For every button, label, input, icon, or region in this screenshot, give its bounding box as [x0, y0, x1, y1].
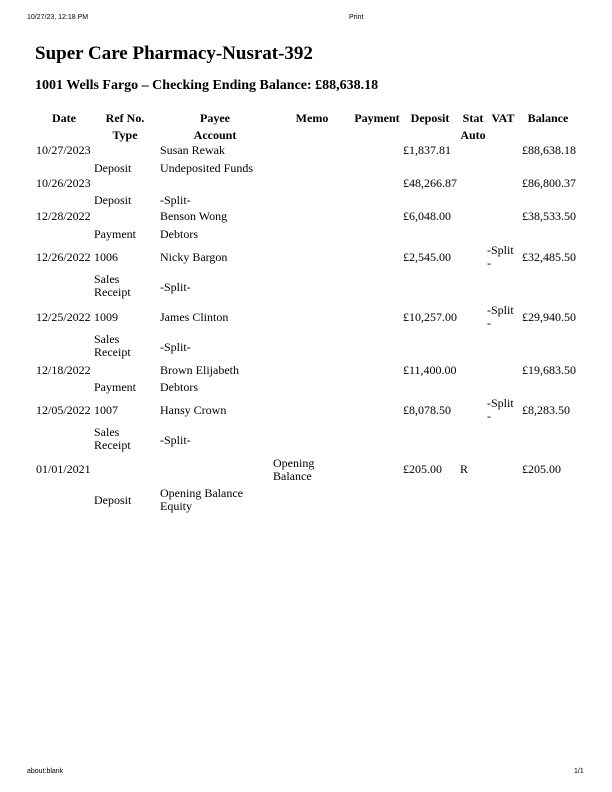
- cell-balance: £29,940.50: [522, 310, 576, 324]
- cell-account: -Split-: [160, 433, 191, 447]
- cell-deposit: £10,257.00: [403, 310, 457, 324]
- col-date: Date: [52, 111, 76, 125]
- cell-ref: 1007: [94, 403, 118, 417]
- cell-balance: £86,800.37: [522, 176, 576, 190]
- cell-account: Undeposited Funds: [160, 161, 253, 175]
- col-memo: Memo: [295, 111, 329, 125]
- cell-date: 12/05/2022: [36, 403, 91, 417]
- col-deposit: Deposit: [410, 111, 450, 125]
- cell-date: 01/01/2021: [36, 462, 91, 476]
- cell-balance: £8,283.50: [522, 403, 570, 417]
- print-title: Print: [349, 14, 364, 21]
- cell-type: Payment: [94, 380, 136, 394]
- cell-payee: Hansy Crown: [160, 403, 227, 417]
- cell-vat: -Split-: [487, 243, 514, 270]
- cell-balance: £38,533.50: [522, 209, 576, 223]
- cell-payee: Susan Rewak: [160, 143, 225, 157]
- cell-date: 10/27/2023: [36, 143, 91, 157]
- cell-type: Sales Receipt: [94, 332, 131, 359]
- cell-ref: 1006: [94, 250, 118, 264]
- cell-date: 12/26/2022: [36, 250, 91, 264]
- col-vat: VAT: [491, 111, 515, 125]
- table-row: [0, 303, 612, 359]
- cell-date: 12/28/2022: [36, 209, 91, 223]
- table-row: [0, 396, 612, 452]
- cell-type: Deposit: [94, 161, 132, 175]
- cell-account: Debtors: [160, 227, 198, 241]
- table-row: [0, 363, 612, 394]
- cell-balance: £205.00: [522, 462, 561, 476]
- cell-date: 10/26/2023: [36, 176, 91, 190]
- cell-type: Deposit: [94, 193, 132, 207]
- cell-memo: Opening Balance: [273, 456, 315, 483]
- cell-date: 12/18/2022: [36, 363, 91, 377]
- col-payee: Payee: [200, 111, 230, 125]
- cell-balance: £88,638.18: [522, 143, 576, 157]
- cell-account: -Split-: [160, 280, 191, 294]
- table-row: [0, 143, 612, 175]
- cell-date: 12/25/2022: [36, 310, 91, 324]
- cell-vat: -Split-: [487, 396, 514, 423]
- cell-balance: £19,683.50: [522, 363, 576, 377]
- col-auto: Auto: [460, 128, 486, 142]
- cell-deposit: £1,837.81: [403, 143, 451, 157]
- print-url: about:blank: [27, 768, 64, 775]
- cell-ref: 1009: [94, 310, 118, 324]
- cell-deposit: £205.00: [403, 462, 442, 476]
- cell-balance: £32,485.50: [522, 250, 576, 264]
- page-number: 1/1: [574, 768, 584, 775]
- cell-type: Sales Receipt: [94, 425, 131, 452]
- col-payment: Payment: [354, 111, 400, 125]
- print-datetime: 10/27/23, 12:18 PM: [27, 14, 89, 21]
- cell-payee: James Clinton: [160, 310, 229, 324]
- col-account: Account: [193, 128, 237, 142]
- cell-account: -Split-: [160, 193, 191, 207]
- cell-deposit: £2,545.00: [403, 250, 451, 264]
- cell-stat: R: [460, 462, 469, 476]
- table-row: [0, 243, 612, 299]
- cell-deposit: £8,078.50: [403, 403, 451, 417]
- col-stat: Stat: [462, 111, 484, 125]
- cell-account: Debtors: [160, 380, 198, 394]
- col-type: Type: [112, 128, 138, 142]
- cell-payee: Nicky Bargon: [160, 250, 228, 264]
- cell-deposit: £11,400.00: [403, 363, 457, 377]
- cell-payee: Brown Elijabeth: [160, 363, 239, 377]
- cell-type: Payment: [94, 227, 136, 241]
- table-row: [0, 176, 612, 207]
- col-balance: Balance: [527, 111, 569, 125]
- cell-vat: -Split-: [487, 303, 514, 330]
- cell-type: Sales Receipt: [94, 272, 131, 299]
- cell-type: Deposit: [94, 493, 132, 507]
- cell-account: Opening Balance Equity: [160, 486, 243, 513]
- cell-payee: Benson Wong: [160, 209, 228, 223]
- col-ref: Ref No.: [105, 111, 145, 125]
- cell-deposit: £6,048.00: [403, 209, 451, 223]
- company-name: Super Care Pharmacy-Nusrat-392: [35, 43, 313, 64]
- table-row: [0, 456, 612, 513]
- table-row: [0, 209, 612, 241]
- cell-account: -Split-: [160, 340, 191, 354]
- account-heading: 1001 Wells Fargo – Checking Ending Balance: £88,638.18: [35, 78, 379, 93]
- cell-deposit: £48,266.87: [403, 176, 457, 190]
